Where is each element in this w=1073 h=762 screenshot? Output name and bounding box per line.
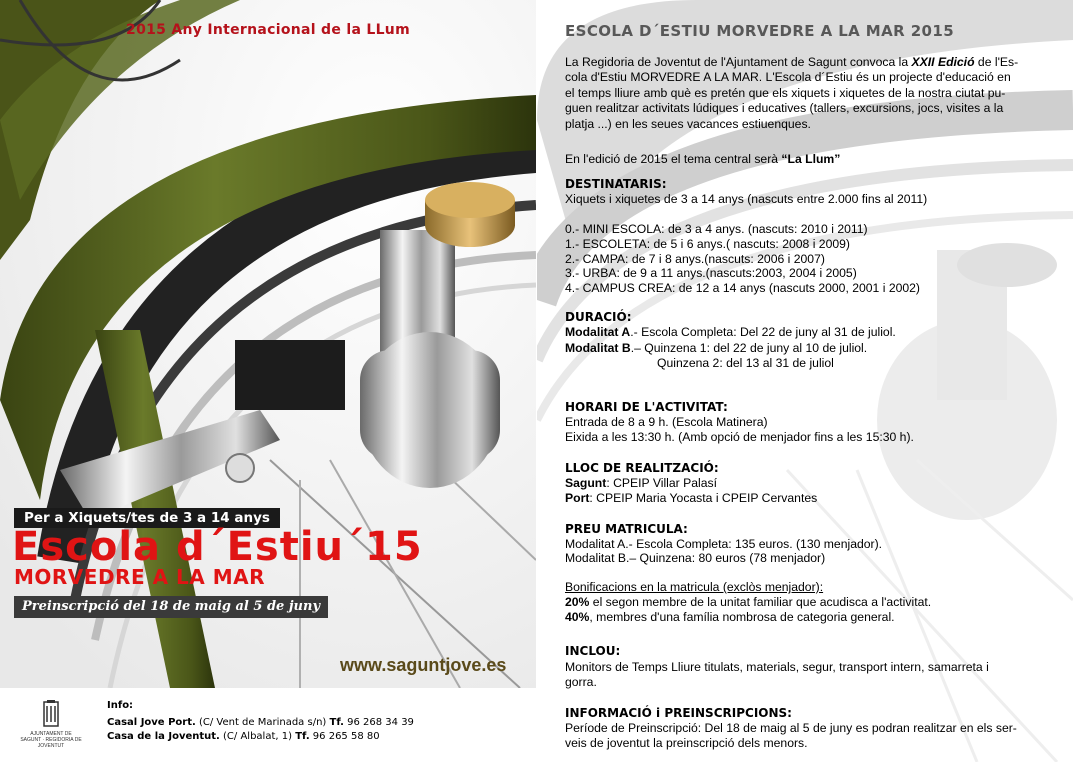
group-item: 0.- MINI ESCOLA: de 3 a 4 anys. (nascuts: 2010 i 2011) — [565, 222, 868, 236]
lloc-port — [565, 491, 817, 506]
duracio-b2: Quinzena 2: del 13 al 31 de juliol — [657, 356, 834, 370]
theme-text: En l'edició de 2015 el tema central serà — [565, 152, 782, 166]
main-subtitle: MORVEDRE A LA MAR — [14, 565, 265, 589]
inclou-heading: INCLOU: — [565, 644, 621, 658]
theme-line — [565, 152, 840, 167]
modalitat-a-label: Modalitat A — [565, 325, 631, 339]
intro-line-2: cola d'Estiu MORVEDRE A LA MAR. L'Escola d´Estiu és un projecte d'educació en — [565, 70, 1011, 84]
info-address-2: (C/ Albalat, 1) — [219, 731, 296, 742]
audience-strip: Per a Xiquets/tes de 3 a 14 anys — [14, 508, 280, 528]
main-title: Escola d´Estiu´15 — [12, 524, 423, 570]
info-place-2: Casa de la Joventut. — [107, 731, 220, 742]
bonificacio-1-text: el segon membre de la unitat familiar que acudisca a l'activitat. — [589, 595, 932, 609]
preu-heading: PREU MATRICULA: — [565, 522, 688, 536]
preinscription-strip: Preinscripció del 18 de maig al 5 de juny — [14, 596, 328, 618]
duracio-a — [565, 325, 896, 340]
horari-entry: Entrada de 8 a 9 h. (Escola Matinera) — [565, 415, 768, 429]
bonificacio-1 — [565, 595, 931, 610]
back-title: ESCOLA D´ESTIU MORVEDRE A LA MAR 2015 — [565, 22, 955, 40]
info-tel-label-1: Tf. — [329, 717, 344, 728]
duracio-heading: DURACIÓ: — [565, 310, 632, 324]
back-page — [537, 0, 1073, 762]
modalitat-a-text: .- Escola Completa: Del 22 de juny al 31 de juliol. — [630, 325, 896, 339]
bonificacions-heading: Bonificacions en la matricula (exclòs menjador): — [565, 580, 824, 594]
intro-line-3: el temps lliure amb què es pretén que els xiquets i xiquetes de la nostra ciutat pu- — [565, 86, 1006, 100]
duracio-b — [565, 341, 867, 356]
modalitat-b-label: Modalitat B — [565, 341, 631, 355]
lloc-sagunt-label: Sagunt — [565, 476, 607, 490]
info-line-casal-jove — [107, 717, 414, 728]
intro-part-1: La Regidoria de Joventut de l'Ajuntament de Sagunt convoca la — [565, 55, 912, 69]
info-place-1: Casal Jove Port. — [107, 717, 196, 728]
preu-b: Modalitat B.– Quinzena: 80 euros (78 menjador) — [565, 551, 826, 565]
lloc-sagunt — [565, 476, 717, 491]
informacio-line-1: Període de Preinscripció: Del 18 de maig al 5 de juny es podran realitzar en els ser- — [565, 721, 1017, 735]
info-address-1: (C/ Vent de Marinada s/n) — [195, 717, 330, 728]
modalitat-b-text: .– Quinzena 1: del 22 de juny al 10 de juliol. — [630, 341, 868, 355]
bonificacio-1-pct: 20% — [565, 595, 590, 609]
destinataris-text: Xiquets i xiquetes de 3 a 14 anys (nascuts entre 2.000 fins al 2011) — [565, 192, 928, 206]
inclou-line-2: gorra. — [565, 675, 597, 689]
horari-exit: Eixida a les 13:30 h. (Amb opció de menjador fins a les 15:30 h). — [565, 430, 914, 444]
intro-line-1 — [565, 55, 1018, 70]
intro-part-2: de l'Es- — [974, 55, 1019, 69]
bonificacio-2 — [565, 610, 895, 625]
bonificacio-2-text: , membres d'una família nombrosa de categoria general. — [589, 610, 895, 624]
logo-caption: AJUNTAMENT DE SAGUNT · REGIDORIA DE JOVENTUT — [20, 731, 82, 749]
bonificacio-2-pct: 40% — [565, 610, 590, 624]
info-tel-2: 96 265 58 80 — [309, 731, 380, 742]
preu-a: Modalitat A.- Escola Completa: 135 euros. (130 menjador). — [565, 537, 883, 551]
lloc-port-label: Port — [565, 491, 590, 505]
info-tel-1: 96 268 34 39 — [343, 717, 414, 728]
intro-line-4: guen realitzar activitats lúdiques i educatives (tallers, excursions, jocs, visites a la — [565, 101, 1004, 115]
horari-heading: HORARI DE L'ACTIVITAT: — [565, 400, 728, 414]
intro-line-5: platja ...) en les seues vacances estiuenques. — [565, 117, 811, 131]
info-line-casa-joventut — [107, 731, 380, 742]
destinataris-heading: DESTINATARIS: — [565, 177, 667, 191]
lloc-sagunt-text: : CPEIP Villar Palasí — [606, 476, 717, 490]
intro-edition: XXII Edició — [911, 55, 975, 69]
group-item: 3.- URBA: de 9 a 11 anys.(nascuts:2003, 2004 i 2005) — [565, 266, 857, 280]
inclou-line-1: Monitors de Temps Lliure titulats, materials, segur, transport intern, samarreta i — [565, 660, 989, 674]
year-of-light-heading: 2015 Any Internacional de la LLum — [126, 22, 410, 38]
group-item: 1.- ESCOLETA: de 5 i 6 anys.( nascuts: 2008 i 2009) — [565, 237, 850, 251]
informacio-heading: INFORMACIÓ i PREINSCRIPCIONS: — [565, 706, 792, 720]
group-item: 2.- CAMPA: de 7 i 8 anys.(nascuts: 2006 i 2007) — [565, 252, 825, 266]
info-tel-label-2: Tf. — [295, 731, 310, 742]
lloc-port-text: : CPEIP Maria Yocasta i CPEIP Cervantes — [589, 491, 818, 505]
informacio-line-2: veis de joventut la preinscripció dels menors. — [565, 736, 808, 750]
lloc-heading: LLOC DE REALITZACIÓ: — [565, 461, 719, 475]
info-label: Info: — [107, 700, 134, 711]
theme-name: “La Llum” — [781, 152, 841, 166]
group-item: 4.- CAMPUS CREA: de 12 a 14 anys (nascuts 2000, 2001 i 2002) — [565, 281, 920, 295]
website-link[interactable]: www.saguntjove.es — [340, 655, 507, 675]
front-cover — [0, 0, 536, 762]
